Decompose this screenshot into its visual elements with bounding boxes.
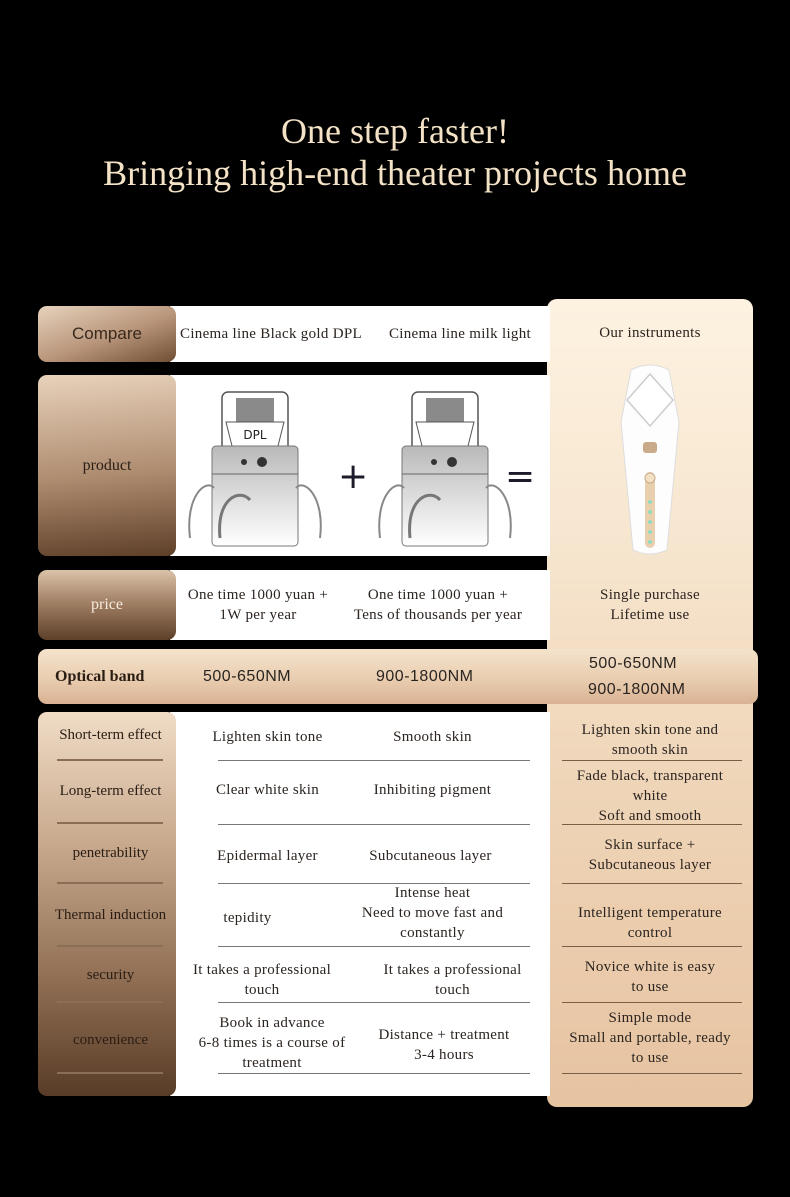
metric-convenience-col2 (355, 1025, 533, 1065)
metric-penetrability-col2: Subcutaneous layer (369, 848, 492, 864)
ours-line: Skin surface + (604, 837, 696, 853)
divider (562, 1073, 742, 1074)
divider (562, 824, 742, 825)
divider (562, 1002, 742, 1003)
product-label (38, 375, 176, 556)
optical-band-col1: 500-650NM (203, 668, 292, 685)
optical-band-col2: 900-1800NM (376, 668, 474, 685)
optical-band-ours-1: 500-650NM (589, 655, 678, 672)
metric-label-penetrability: penetrability (72, 845, 149, 861)
metric-short-term-col2: Smooth skin (393, 729, 472, 745)
ours-line: Intelligent temperature (578, 905, 722, 921)
optical-band-label: Optical band (55, 668, 145, 685)
headline-line-1: One step faster! (281, 111, 509, 151)
compare-label-text: Compare (72, 324, 142, 343)
handheld-device-icon (617, 362, 683, 562)
divider (57, 822, 163, 824)
headline-line-2: Bringing high-end theater projects home (103, 153, 687, 193)
compare-label (38, 306, 176, 362)
ours-line: Novice white is easy (584, 959, 716, 975)
divider (562, 946, 742, 947)
metric-penetrability-col1: Epidermal layer (217, 848, 318, 864)
metric-short-term-ours (547, 720, 753, 760)
equals-icon: = (505, 456, 536, 497)
price-label (38, 570, 176, 640)
metric-penetrability-ours (547, 835, 753, 875)
price-col2-line1: One time 1000 yuan + (367, 587, 509, 603)
divider (57, 759, 163, 761)
divider (218, 760, 530, 761)
divider (218, 1002, 530, 1003)
price-our-instruments (547, 570, 753, 640)
metric-long-term-ours (547, 766, 753, 826)
divider (57, 1001, 163, 1003)
ours-line: Simple mode (608, 1010, 692, 1026)
price-col1-line1: One time 1000 yuan + (187, 587, 329, 603)
price-label-text: price (91, 596, 123, 613)
ours-line: white (632, 788, 668, 804)
metric-convenience-col1 (180, 1013, 364, 1073)
metric-label-convenience: convenience (73, 1032, 148, 1048)
ours-line: Subcutaneous layer (588, 857, 712, 873)
col2-line: It takes a professional (383, 962, 522, 978)
divider (218, 946, 530, 947)
col1-line: 6-8 times is a course of (198, 1035, 346, 1051)
headline (0, 110, 790, 194)
ours-line: Small and portable, ready (569, 1030, 731, 1046)
metric-security-col1 (176, 960, 348, 1000)
divider (57, 882, 163, 884)
plus-icon: + (338, 456, 369, 497)
ours-line: Fade black, transparent (576, 768, 724, 784)
ours-line: Soft and smooth (598, 808, 702, 824)
col1-line: Book in advance (219, 1015, 325, 1031)
price-col1-line2: 1W per year (219, 607, 297, 623)
col2-line: Intense heat (394, 885, 471, 901)
col2-line: Distance + treatment (378, 1027, 510, 1043)
divider (57, 945, 163, 947)
price-ours-line1: Single purchase (600, 587, 700, 603)
metric-short-term-col1: Lighten skin tone (212, 729, 323, 745)
metric-security-col2 (365, 960, 540, 1000)
divider (218, 1073, 530, 1074)
optical-band-ours-2: 900-1800NM (588, 681, 686, 698)
col1-line: treatment (242, 1055, 302, 1071)
metric-label-security: security (86, 967, 135, 983)
ours-line: Lighten skin tone and (581, 722, 719, 738)
col1-line: It takes a professional (192, 962, 332, 978)
metric-thermal-ours (547, 903, 753, 943)
col2-line: touch (435, 982, 470, 998)
metric-long-term-col1: Clear white skin (215, 782, 320, 798)
col2-line: Need to move fast and (361, 905, 504, 921)
col1-line: touch (244, 982, 280, 998)
dpl-machine-icon (180, 388, 330, 548)
column-header-our-instruments: Our instruments (599, 325, 701, 341)
metric-long-term-col2: Inhibiting pigment (373, 782, 492, 798)
ours-line: to use (631, 1050, 669, 1066)
divider (562, 883, 742, 884)
column-header-milk-light: Cinema line milk light (388, 326, 531, 342)
col2-line: constantly (400, 925, 465, 941)
ours-line: to use (631, 979, 669, 995)
price-ours-line2: Lifetime use (610, 607, 690, 623)
metric-label-long-term: Long-term effect (59, 783, 162, 799)
divider (218, 824, 530, 825)
product-label-text: product (82, 456, 132, 474)
column-header-black-gold-dpl: Cinema line Black gold DPL (180, 326, 362, 342)
svg-text:DPL: DPL (243, 428, 267, 442)
metric-thermal-col2 (335, 883, 530, 943)
milk-light-machine-icon (370, 388, 520, 548)
price-col2-line2: Tens of thousands per year (353, 607, 523, 623)
divider (562, 760, 742, 761)
ours-line: control (627, 925, 673, 941)
col2-line: 3-4 hours (414, 1047, 474, 1063)
metric-security-ours (547, 957, 753, 997)
metric-label-thermal-induction: Thermal induction (54, 907, 167, 923)
divider (57, 1072, 163, 1074)
ours-line: smooth skin (611, 742, 689, 758)
price-black-gold-dpl (176, 570, 340, 640)
metric-convenience-ours (547, 1008, 753, 1068)
metric-label-short-term: Short-term effect (59, 727, 162, 743)
metric-thermal-col1: tepidity (223, 910, 272, 926)
price-milk-light (340, 570, 536, 640)
